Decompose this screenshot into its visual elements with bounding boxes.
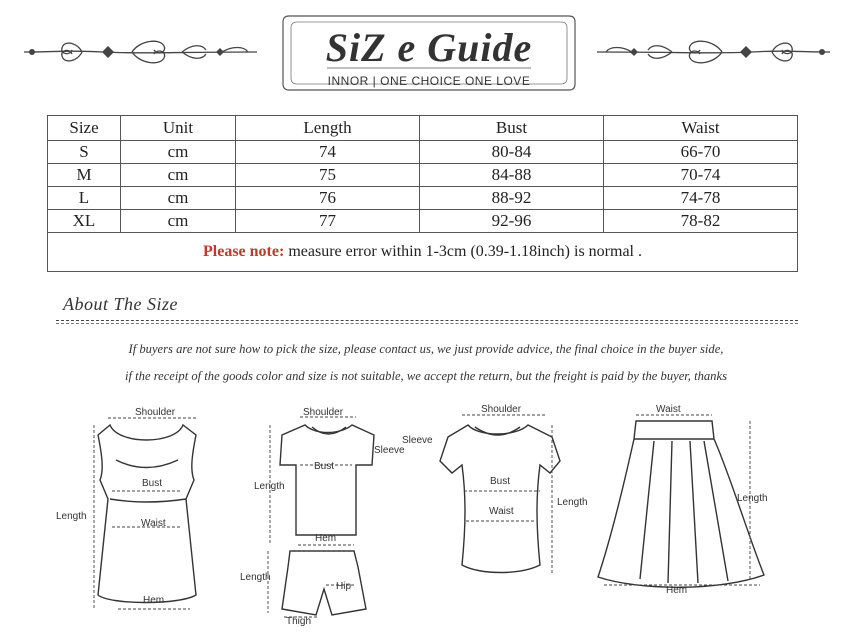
dashed-divider bbox=[56, 320, 798, 321]
about-text-line: If buyers are not sure how to pick the size, please contact us, we just provide advice, the final choice in the buyer side, bbox=[128, 342, 724, 356]
skirt-hem-label: Hem bbox=[666, 585, 688, 596]
column-header-unit: Unit bbox=[121, 116, 236, 141]
cell-size: S bbox=[48, 141, 121, 164]
size-table bbox=[47, 115, 798, 272]
tee-length-label: Length bbox=[557, 497, 588, 508]
fitted-tee-diagram bbox=[402, 404, 588, 575]
table-header-row bbox=[48, 116, 798, 141]
cell-length: 76 bbox=[236, 187, 420, 210]
dress-waist-label: Waist bbox=[141, 518, 166, 529]
cell-length: 74 bbox=[236, 141, 420, 164]
tshirt-length-label: Length bbox=[254, 481, 285, 492]
note-label: Please note: bbox=[203, 243, 285, 260]
cell-bust: 84-88 bbox=[420, 164, 604, 187]
cell-unit: cm bbox=[121, 141, 236, 164]
tee-bust-label: Bust bbox=[490, 476, 511, 487]
dress-diagram bbox=[56, 407, 196, 610]
tee-sleeve-label: Sleeve bbox=[402, 435, 433, 446]
brand-slogan: INNOR | ONE CHOICE ONE LOVE bbox=[327, 74, 531, 88]
dress-shoulder-label: Shoulder bbox=[135, 407, 176, 418]
measurement-diagrams bbox=[0, 395, 850, 632]
right-flourish-ornament bbox=[592, 32, 832, 72]
size-guide-header bbox=[0, 0, 850, 110]
cell-unit: cm bbox=[121, 187, 236, 210]
skirt-length-label: Length bbox=[737, 493, 768, 504]
cell-waist: 70-74 bbox=[604, 164, 798, 187]
skirt-waist-label: Waist bbox=[656, 404, 681, 415]
cell-unit: cm bbox=[121, 210, 236, 233]
title-badge bbox=[279, 12, 579, 94]
table-row bbox=[48, 141, 798, 164]
tee-shoulder-label: Shoulder bbox=[481, 404, 522, 415]
table-row bbox=[48, 187, 798, 210]
column-header-length: Length bbox=[236, 116, 420, 141]
dress-length-label: Length bbox=[56, 511, 87, 522]
column-header-size: Size bbox=[48, 116, 121, 141]
dress-bust-label: Bust bbox=[142, 478, 163, 489]
cell-bust: 80-84 bbox=[420, 141, 604, 164]
measurement-note bbox=[48, 233, 798, 272]
dashed-divider bbox=[56, 323, 798, 324]
about-heading: About The Size bbox=[63, 294, 178, 314]
left-flourish-ornament bbox=[22, 32, 262, 72]
column-header-bust: Bust bbox=[420, 116, 604, 141]
dress-hem-label: Hem bbox=[143, 595, 165, 606]
column-header-waist: Waist bbox=[604, 116, 798, 141]
tee-waist-label: Waist bbox=[489, 506, 514, 517]
cell-size: XL bbox=[48, 210, 121, 233]
shorts-hip-label: Hip bbox=[336, 581, 352, 592]
cell-bust: 88-92 bbox=[420, 187, 604, 210]
about-text-line: if the receipt of the goods color and size is not suitable, we accept the return, but the freight is paid by the buyer, thanks bbox=[125, 369, 727, 383]
cell-waist: 78-82 bbox=[604, 210, 798, 233]
tshirt-diagram bbox=[254, 407, 405, 545]
cell-length: 77 bbox=[236, 210, 420, 233]
tshirt-shoulder-label: Shoulder bbox=[303, 407, 344, 418]
shorts-thigh-label: Thigh bbox=[286, 616, 312, 627]
shorts-diagram bbox=[240, 551, 366, 627]
note-row bbox=[48, 233, 798, 272]
skirt-diagram bbox=[598, 404, 768, 596]
cell-length: 75 bbox=[236, 164, 420, 187]
shorts-length-label: Length bbox=[240, 572, 271, 583]
cell-waist: 66-70 bbox=[604, 141, 798, 164]
note-text: measure error within 1-3cm (0.39-1.18inch) is normal . bbox=[284, 243, 642, 260]
cell-bust: 92-96 bbox=[420, 210, 604, 233]
cell-unit: cm bbox=[121, 164, 236, 187]
page-title: SiZ e Guide bbox=[325, 25, 533, 70]
cell-size: M bbox=[48, 164, 121, 187]
table-row bbox=[48, 210, 798, 233]
tshirt-hem-label: Hem bbox=[315, 533, 337, 544]
cell-size: L bbox=[48, 187, 121, 210]
table-row bbox=[48, 164, 798, 187]
tshirt-sleeve-label: Sleeve bbox=[374, 445, 405, 456]
cell-waist: 74-78 bbox=[604, 187, 798, 210]
tshirt-bust-label: Bust bbox=[314, 461, 335, 472]
